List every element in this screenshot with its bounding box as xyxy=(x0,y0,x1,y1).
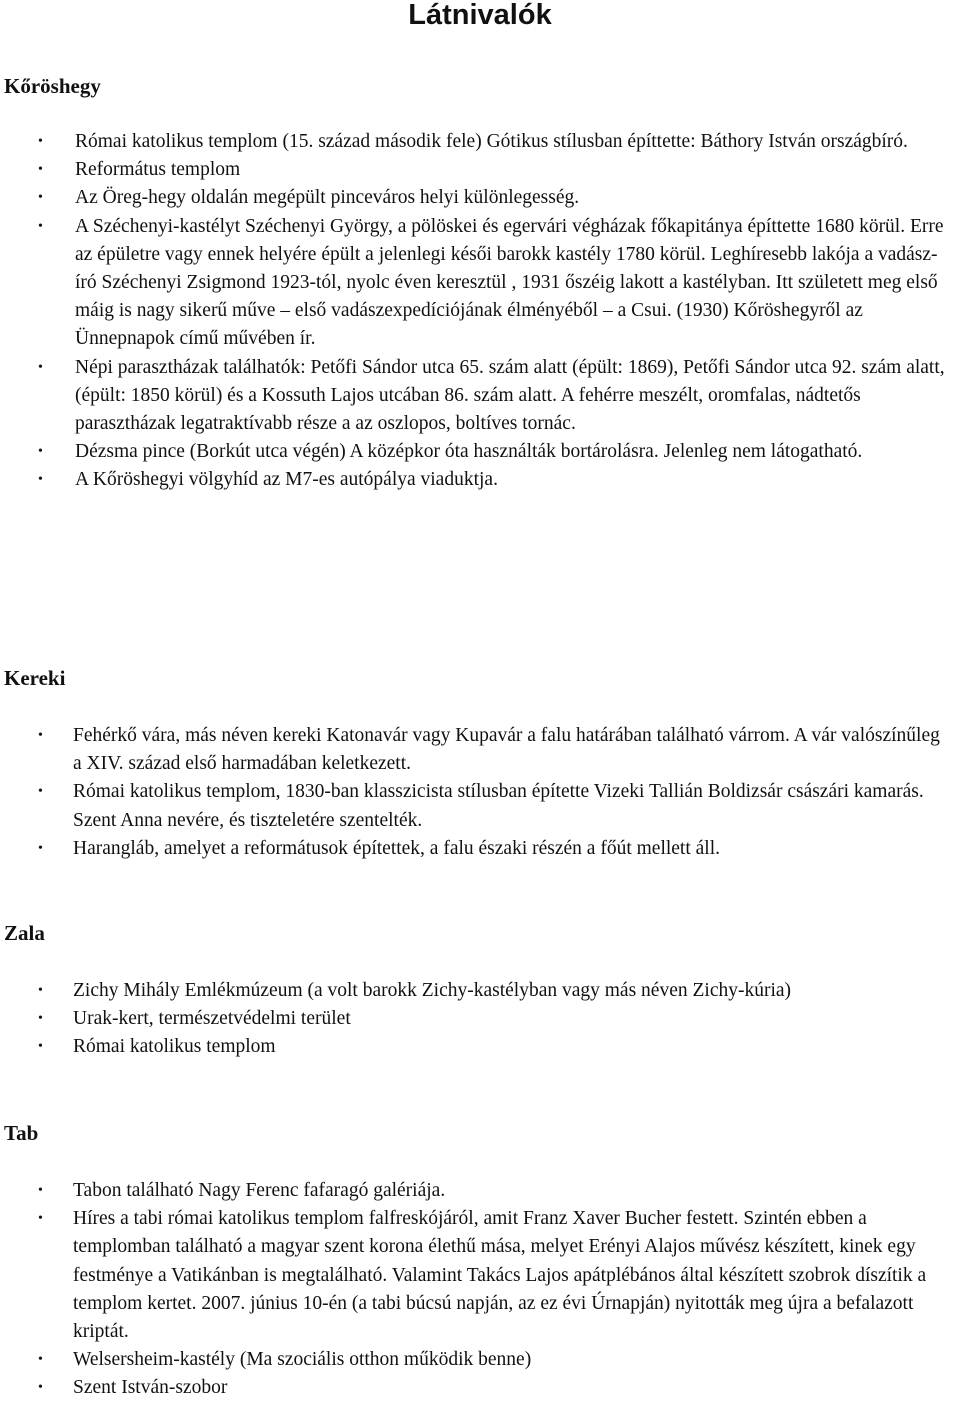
list-item xyxy=(0,184,951,212)
bullet-icon: • xyxy=(38,1183,43,1198)
list-item-text: A Széchenyi-kastélyt Széchenyi György, a pölöskei és egervári végházak főkapitánya építtette 1680 körül. Erre az épületre vagy ennek helyére épült a jelenlegi késői barokk kastély 1780 körül. Leghíresebb lakója a vadász-író Széchenyi Zsigmond 1923-tól, nyolc éven keresztül , 1931 őszéig lakott a kastélyban. Itt született meg első máig is nagy sikerű műve – első vadászexpedíciójának élményéből – a Csui. (1930) Kőröshegyről az Ünnepnapok című művében ír. xyxy=(75,215,944,350)
list-item xyxy=(0,1374,960,1402)
list-item-text: Zichy Mihály Emlékmúzeum (a volt barokk Zichy-kastélyban vagy más néven Zichy-kúria) xyxy=(73,980,792,1001)
section-heading-koroshegy: Kőröshegy xyxy=(4,74,101,98)
list-item-text: Római katolikus templom xyxy=(73,1036,276,1058)
list-item-text: Urak-kert, természetvédelmi terület xyxy=(73,1008,351,1030)
list-item xyxy=(0,778,953,834)
list-item xyxy=(0,438,951,466)
bullet-icon: • xyxy=(38,983,43,998)
list-kereki xyxy=(0,722,960,863)
bullet-icon: • xyxy=(38,472,43,488)
list-item-text: Fehérkő vára, más néven kereki Katonavár vagy Kupavár a falu határában található várrom. A vár valószínűleg a XIV. század első harmadában keletkezett. xyxy=(73,725,940,775)
list-item-text: Harangláb, amelyet a reformátusok építettek, a falu északi részén a főút mellett áll. xyxy=(73,837,721,859)
list-item xyxy=(0,466,951,494)
list-item xyxy=(0,156,951,184)
list-item-text: Dézsma pince (Borkút utca végén) A középkor óta használták bortárolásra. Jelenleg nem látogatható. xyxy=(75,441,863,463)
list-item xyxy=(0,128,951,156)
list-item-text: Tabon található Nagy Ferenc fafaragó galériája. xyxy=(73,1180,446,1201)
page-title: Látnivalók xyxy=(408,0,552,31)
list-tab xyxy=(0,1177,960,1403)
bullet-icon: • xyxy=(38,359,43,375)
bullet-icon: • xyxy=(38,784,43,800)
list-item xyxy=(0,1033,960,1061)
bullet-icon: • xyxy=(38,134,43,149)
list-item-text: A Kőröshegyi völgyhíd az M7-es autópálya viaduktja. xyxy=(75,469,498,491)
list-item-text: Népi parasztházak találhatók: Petőfi Sándor utca 65. szám alatt (épült: 1869), Petőfi Sándor utca 92. szám alatt, (épült: 1850 körül) és a Kossuth Lajos utcában 86. szám alatt. A fehérre meszélt, oromfalas, nádtetős parasztházak legatraktívabb része a az oszlopos, boltíves tornác. xyxy=(75,356,945,435)
list-item xyxy=(0,977,960,1005)
list-item xyxy=(0,1177,960,1205)
list-item xyxy=(0,213,951,354)
section-heading-zala: Zala xyxy=(4,921,45,945)
list-item-text: Az Öreg-hegy oldalán megépült pinceváros helyi különlegesség. xyxy=(75,187,580,209)
list-item-text: Római katolikus templom (15. század második fele) Gótikus stílusban építtette: Báthory István országbíró. xyxy=(75,131,908,152)
list-item xyxy=(0,835,953,863)
list-item xyxy=(0,1205,960,1346)
bullet-icon: • xyxy=(38,1380,43,1396)
bullet-icon: • xyxy=(38,840,43,856)
list-item xyxy=(0,1346,960,1374)
list-item-text: Híres a tabi római katolikus templom falfreskójáról, amit Franz Xaver Bucher festett. Szintén ebben a templomban található a magyar szent korona élethű mása, melyet Erényi Alajos művész készített, kinek egy festménye a Vatikánban is megtalálható. Valamint Takács Lajos apátplébános által készített szobrok díszítik a templom kertet. 2007. június 10-én (a tabi búcsú napján, az ez évi Úrnapján) nyitották meg újra a befalazott kriptát. xyxy=(73,1208,927,1343)
bullet-icon: • xyxy=(38,444,43,460)
bullet-icon: • xyxy=(38,1352,43,1368)
list-item-text: Református templom xyxy=(75,159,241,181)
bullet-icon: • xyxy=(38,190,43,206)
list-item-text: Római katolikus templom, 1830-ban klasszicista stílusban építette Vizeki Tallián Boldizsár császári kamarás. Szent Anna nevére, és tiszteletére szentelték. xyxy=(73,781,924,831)
bullet-icon: • xyxy=(38,1011,43,1027)
bullet-icon: • xyxy=(38,728,43,743)
bullet-icon: • xyxy=(38,162,43,178)
section-heading-kereki: Kereki xyxy=(4,666,66,690)
bullet-icon: • xyxy=(38,1211,43,1227)
list-koroshegy xyxy=(0,128,960,495)
bullet-icon: • xyxy=(38,218,43,234)
bullet-icon: • xyxy=(38,1039,43,1055)
list-item xyxy=(0,1005,960,1033)
list-item xyxy=(0,722,953,778)
list-item-text: Welsersheim-kastély (Ma szociális otthon működik benne) xyxy=(73,1349,532,1371)
list-item xyxy=(0,354,951,439)
list-item-text: Szent István-szobor xyxy=(73,1377,228,1399)
section-heading-tab: Tab xyxy=(4,1121,39,1145)
list-zala xyxy=(0,977,960,1062)
